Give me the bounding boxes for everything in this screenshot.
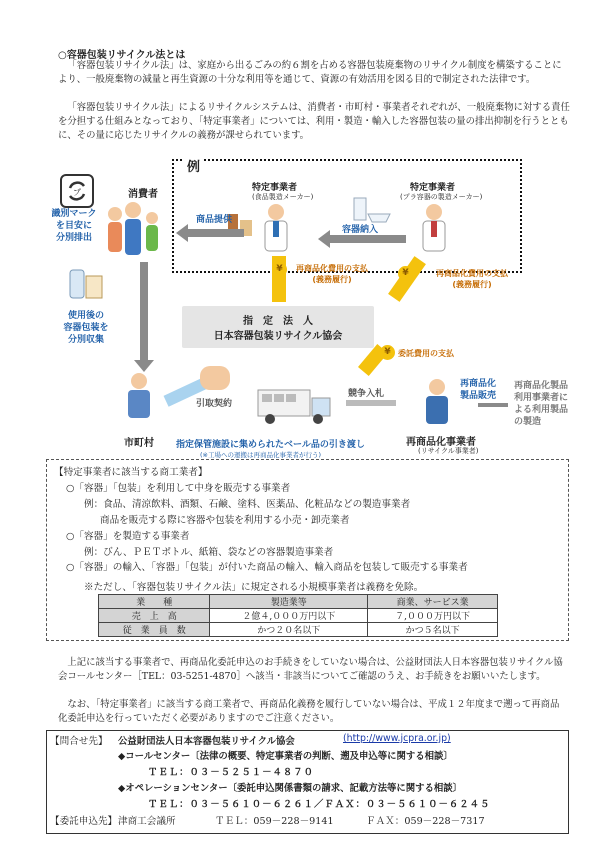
product-supply-arrow <box>188 229 244 237</box>
product-supply-arrowhead-icon <box>176 224 188 242</box>
inquiry-label: 【問合せ先】 <box>50 736 108 747</box>
table-cell: ２億４,０００万円以下 <box>210 609 368 623</box>
recycled-sales-label: 再商品化 製品販売 <box>460 379 497 401</box>
sorting-discharge-text: 識別マーク を目安に 分別排出 <box>51 209 97 243</box>
note-paragraph-1: 上記に該当する事業者で、再商品化委託申込のお手続きをしていない場合は、公益財団法人日本容器包装リサイクル協会コールセンター［TEL：03-5251-4870］へ該当・非該当についてご確認のうえ、お手続きをお願いいたします。 <box>58 657 563 682</box>
end-product-text: 再商品化製品 利用事業者に よる利用製品 の製造 <box>514 381 569 427</box>
apply-org: 津商工会議所 <box>118 816 176 827</box>
eligible-line: ○「容器」を製造する事業者 <box>66 531 190 542</box>
consign-fee-label: 委託費用の支払 <box>398 349 454 358</box>
maker1-title: 特定事業者 <box>252 183 298 193</box>
recycler-label: 再商品化事業者 <box>406 437 476 448</box>
municipality-label: 市町村 <box>124 438 154 449</box>
product-supply-label: 商品提供 <box>196 215 233 225</box>
recycler-person-icon <box>422 378 452 426</box>
eligible-title: 【特定事業者に該当する商工業者】 <box>54 467 208 478</box>
maker2-sub: (プラ容器の製造メーカー) <box>400 193 483 201</box>
bale-delivery-label: 指定保管施設に集められたベール品の引き渡し <box>176 440 365 450</box>
svg-text:プ: プ <box>73 188 81 197</box>
apply-fax: ＦＡＸ：059－228－7317 <box>366 816 485 827</box>
exemption-note: ※ただし、「容器包装リサイクル法」に規定される小規模事業者は義務を免除。 <box>84 582 424 593</box>
example-label: 例 <box>184 156 203 175</box>
separate-collection-text: 使用後の 容器包装を 分別収集 <box>63 311 109 345</box>
org-website-link[interactable]: (http://www.jcpra.or.jp) <box>343 733 451 744</box>
eligible-line: ○「容器」「包装」を利用して中身を販売する事業者 <box>66 483 291 494</box>
yen-coin-icon-3: ¥ <box>380 345 395 360</box>
pickup-contract-label: 引取契約 <box>196 399 233 409</box>
competitive-bid-arrow <box>346 400 396 406</box>
competitive-bid-label: 競争入札 <box>348 389 385 399</box>
exemption-table <box>98 594 498 637</box>
sales-arrow <box>478 403 508 407</box>
table-cell: 従 業 員 数 <box>99 623 210 637</box>
table-cell: かつ２０名以下 <box>210 623 368 637</box>
eligible-line: 例：びん、ＰＥＴボトル、紙箱、袋などの容器製造事業者 <box>84 547 334 558</box>
fee-payment-2: 再商品化費用の支払 (義務履行) <box>436 269 508 289</box>
table-row <box>99 623 498 637</box>
inquiry-org: 公益財団法人日本容器包装リサイクル協会 <box>118 736 295 747</box>
table-cell: ７,０００万円以下 <box>368 609 498 623</box>
ops-center: ◆オペレーションセンター〔委託申込関係書類の請求、記載方法等に関する相談〕 <box>118 783 462 794</box>
table-cell: 売 上 高 <box>99 609 210 623</box>
note-paragraph-2: なお、「特定事業者」に該当する商工業者で、再商品化義務を履行していない場合は、平成１２年度まで遡って再商品化委託申込を行っていただく必要がありますのでご注意ください。 <box>58 699 560 724</box>
consumer-to-municipality-arrow <box>140 262 148 362</box>
intro-paragraph-2: 「容器包装リサイクル法」によるリサイクルシステムは、消費者・市町村・事業者それぞれが、一般廃棄物に対する責任を分担する仕組みとなっており、「特定事業者」については、利用・製造・輸入した容器包装の量の排出抑制を行うとともに、その量に応じたリサイクルの義務が課せられています。 <box>58 102 570 141</box>
ops-center-tel: ＴＥＬ：０３－５６１０－６２６１／ＦＡＸ：０３－５６１０－６２４５ <box>148 799 491 810</box>
apply-label: 【委託申込先】 <box>50 816 118 827</box>
container-delivery-label: 容器納入 <box>342 225 379 235</box>
fee-payment-1: 再商品化費用の支払 (義務履行) <box>296 264 368 284</box>
container-delivery-arrowhead-icon <box>318 230 330 248</box>
designated-name: 日本容器包装リサイクル協会 <box>213 331 343 342</box>
recycle-mark-icon <box>60 174 94 208</box>
consumer-family-icon <box>100 200 170 260</box>
eligible-line: ○「容器」の輸入、「容器」「包装」が付いた商品の輸入、輸入商品を包装して販売する事業者 <box>66 562 468 573</box>
maker2-title: 特定事業者 <box>410 183 456 193</box>
handshake-icon <box>200 366 230 390</box>
municipality-person-icon <box>124 372 154 420</box>
consumer-label: 消費者 <box>128 189 158 200</box>
designated-title: 指 定 法 人 <box>243 316 313 327</box>
table-row <box>99 609 498 623</box>
table-row <box>99 595 498 609</box>
used-packaging-icon <box>66 262 106 304</box>
bale-delivery-note: (※工場への運搬は再商品化事業者が行う) <box>200 451 322 459</box>
apply-tel: ＴＥＬ：059－228－9141 <box>215 816 334 827</box>
maker2-person-icon <box>420 203 448 253</box>
table-header: 製造業等 <box>210 595 368 609</box>
intro-paragraph-1: 「容器包装リサイクル法」は、家庭から出るごみの約６割を占める容器包装廃棄物のリサイクル制度を構築することにより、一般廃棄物の減量と再生資源の十分な利用等を通じて、資源の有効活用を図る目的で制定された法律です。 <box>58 60 562 85</box>
call-center: ◆コールセンター〔法律の概要、特定事業者の判断、遡及申込等に関する相談〕 <box>118 751 453 762</box>
container-delivery-arrow <box>330 235 406 243</box>
table-header: 業 種 <box>99 595 210 609</box>
yen-coin-icon: ¥ <box>272 262 287 277</box>
eligible-line: 例：食品、清涼飲料、酒類、石鹸、塗料、医薬品、化粧品などの製造事業者 <box>84 499 411 510</box>
table-header: 商業、サービス業 <box>368 595 498 609</box>
eligible-line: 商品を販売する際に容器や包装を利用する小売・卸売業者 <box>100 515 350 526</box>
maker1-person-icon <box>262 203 290 253</box>
maker1-sub: (食品製造メーカー) <box>252 193 314 201</box>
call-center-tel: ＴＥＬ：０３－５２５１－４８７０ <box>148 767 315 778</box>
table-cell: かつ５名以下 <box>368 623 498 637</box>
recycler-sub: (リサイクル事業者) <box>418 447 479 455</box>
arrow-head-down-icon <box>134 360 154 372</box>
truck-icon <box>256 386 334 426</box>
yen-coin-icon-2: ¥ <box>398 266 413 281</box>
section-heading: ○容器包装リサイクル法とは <box>58 50 186 61</box>
